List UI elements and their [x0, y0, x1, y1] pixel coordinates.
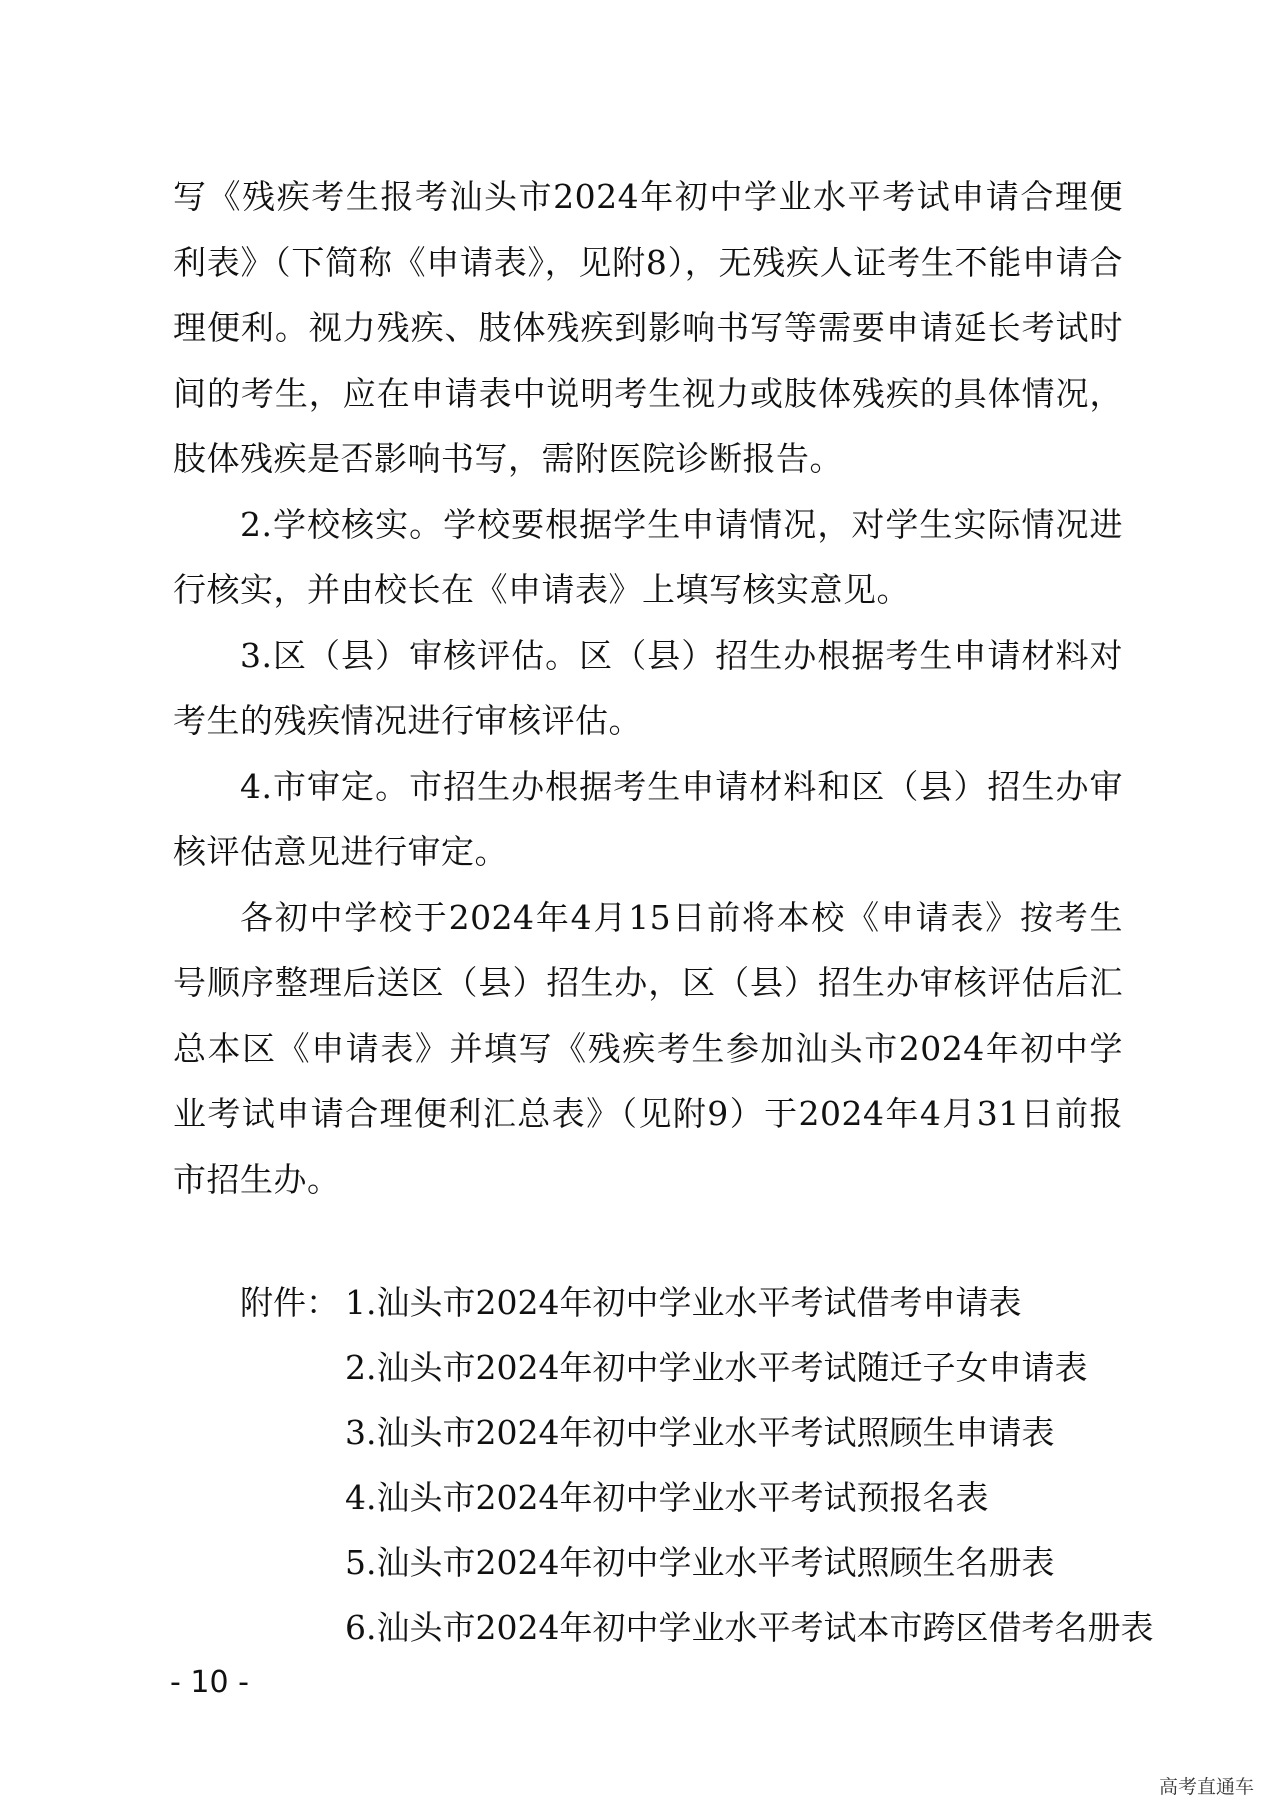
attachment-item-text: 4.汕头市2024年初中学业水平考试预报名表: [345, 1478, 989, 1517]
paragraph-application-form: 写《残疾考生报考汕头市2024年初中学业水平考试申请合理便利表》（下简称《申请表》，见附8），无残疾人证考生不能申请合理便利。视力残疾、肢体残疾到影响书写等需要申请延长考试时间的考生，应在申请表中说明考生视力或肢体残疾的具体情况，肢体残疾是否影响书写，需附医院诊断报告。: [173, 177, 1123, 478]
attachment-item-text: 3.汕头市2024年初中学业水平考试照顾生申请表: [345, 1413, 1055, 1452]
attachment-item-text: 2.汕头市2024年初中学业水平考试随迁子女申请表: [345, 1348, 1088, 1387]
attachments-list: [240, 1270, 1154, 1660]
attachment-item: [240, 1400, 1140, 1465]
paragraph-submission-deadline: 各初中学校于2024年4月15日前将本校《申请表》按考生号顺序整理后送区（县）招生办，区（县）招生办审核评估后汇总本区《申请表》并填写《残疾考生参加汕头市2024年初中学业考试申请合理便利汇总表》（见附9）于2024年4月31日前报市招生办。: [173, 897, 1123, 1199]
attachment-item-text: 1.汕头市2024年初中学业水平考试借考申请表: [345, 1283, 1022, 1322]
body-text: [173, 164, 1123, 1212]
watermark: 高考直通车: [1158, 1776, 1254, 1798]
attachments-label: 附件：: [240, 1283, 339, 1322]
paragraph-city-approval: 4.市审定。市招生办根据考生申请材料和区（县）招生办审核评估意见进行审定。: [173, 766, 1123, 871]
paragraph-school-verify: 2.学校核实。学校要根据学生申请情况，对学生实际情况进行核实，并由校长在《申请表》上填写核实意见。: [173, 504, 1123, 609]
page-number: - 10 -: [170, 1665, 249, 1700]
attachment-item: [240, 1595, 1154, 1660]
attachment-item: [240, 1530, 1140, 1595]
attachment-item: [240, 1335, 1140, 1400]
paragraph-district-review: 3.区（县）审核评估。区（县）招生办根据考生申请材料对考生的残疾情况进行审核评估。: [173, 635, 1123, 740]
attachment-item-text: 6.汕头市2024年初中学业水平考试本市跨区借考名册表: [345, 1608, 1154, 1647]
attachment-item: [240, 1270, 1140, 1335]
attachment-item: [240, 1465, 1140, 1530]
attachment-item-text: 5.汕头市2024年初中学业水平考试照顾生名册表: [345, 1543, 1055, 1582]
